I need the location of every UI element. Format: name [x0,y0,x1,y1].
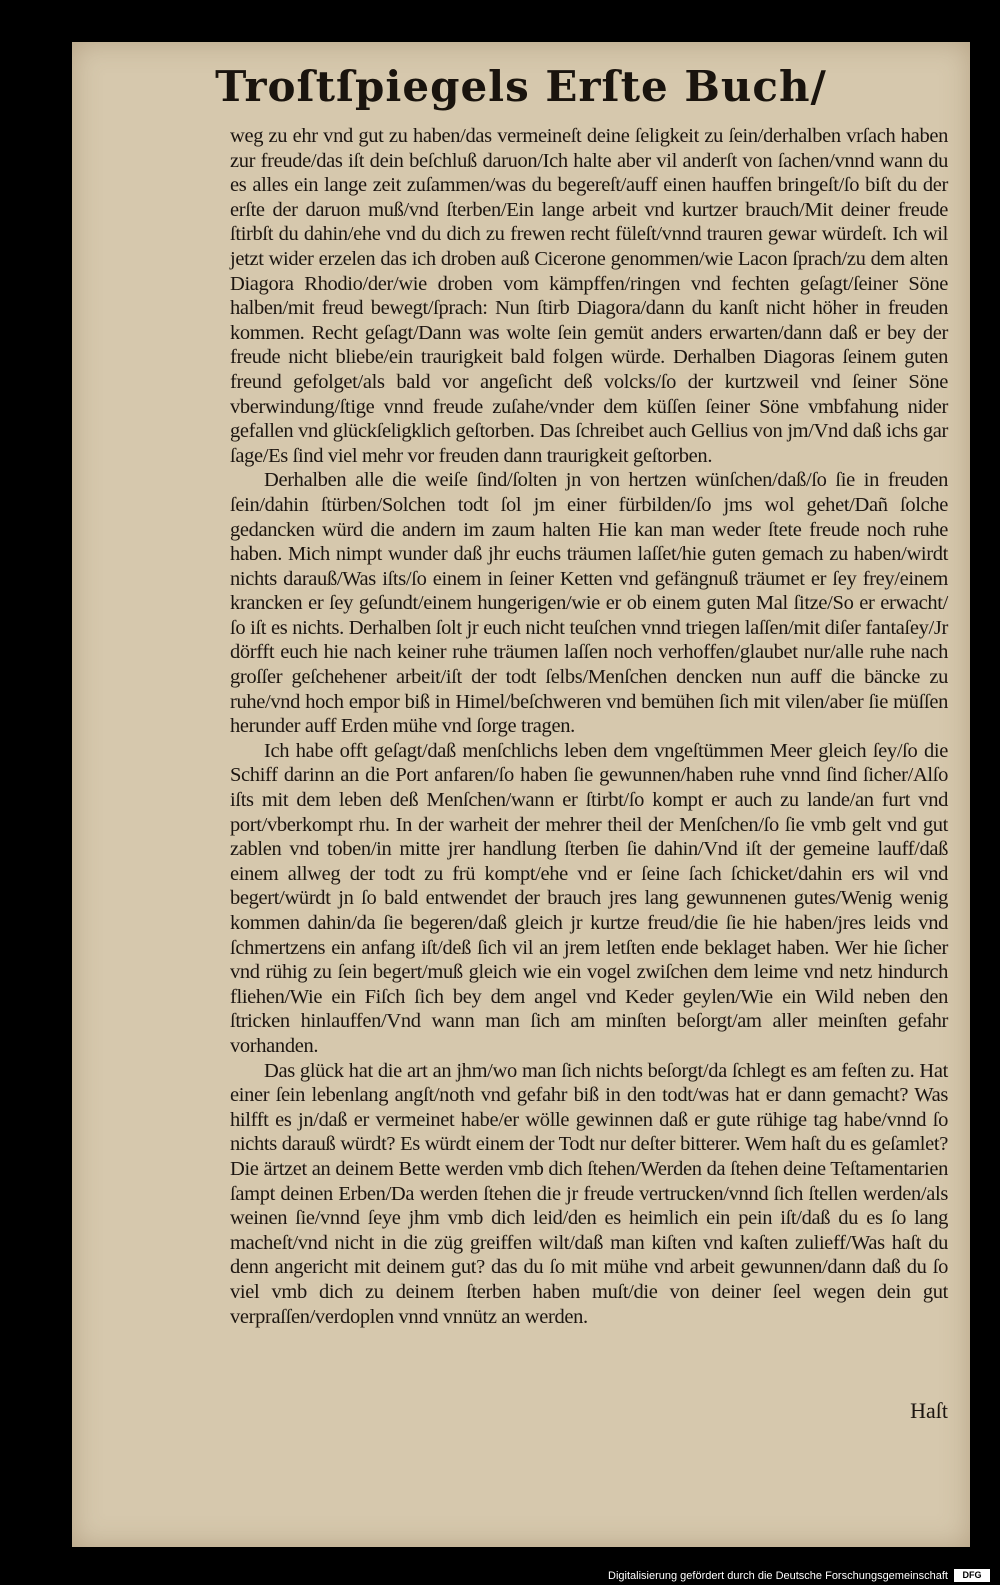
book-page [72,42,970,1547]
dfg-logo: DFG [954,1569,990,1582]
body-text [230,124,948,1329]
catchword: Haſt [910,1398,948,1423]
paragraph: weg zu ehr vnd gut zu haben/das vermeineſt deine ſeligkeit zu ſein/derhalben vrſach haben zur freude/das iſt dein beſchluß daruon/Ich halte aber vil anderſt von ſachen/vnnd wann du es alles ein lange zeit zuſammen/was du begereſt/auff einen hauffen bringeſt/ſo biſt du der erſte der daruon muß/vnd ſterben/Ein lange arbeit vnd kurtzer brauch/Mit deiner freude ſtirbſt du dahin/ehe vnd du dich zu frewen recht füleſt/vnnd trauren gewar würdeſt. Ich wil jetzt wider erzelen das ich droben auß Cicerone genommen/wie Lacon ſprach/zu dem alten Diagora Rhodio/der/wie droben vom kämpffen/ringen vnd fechten geſagt/ſeiner Söne halben/mit freud bewegt/ſprach: Nun ſtirb Diagora/dann du kanſt nicht höher in freuden kommen. Recht geſagt/Dann was wolte ſein gemüt anders erwarten/dann daß er bey der freude nicht bliebe/ein traurigkeit bald folgen würde. Derhalben Diagoras ſeinem guten freund gefolget/als bald vor angeſicht deß volcks/ſo der kurtzweil vnd ſeiner Söne vberwindung/ſtige vnnd freude zuſahe/vnder dem küſſen ſeiner Söne vmbfahung nider gefallen vnd glückſeligklich geſtorben. Das ſchreibet auch Gellius von jm/Vnd daß ichs gar ſage/Es ſind viel mehr vor freuden dann traurigkeit geſtorben. [230,125,948,467]
paragraph: Derhalben alle die weiſe ſind/ſolten jn von hertzen wünſchen/daß/ſo ſie in freuden ſein/dahin ſtürben/Solchen todt ſol jm einer fürbilden/ſo jms wol gehet/Dañ ſolche gedancken würd die andern im zaum halten Hie kan man weder ſtete freude noch ruhe haben. Mich nimpt wunder daß jhr euchs träumen laſſet/hie guten gemach zu haben/wirdt nichts darauß/Was iſts/ſo einem in ſeiner Ketten vnd gefängnuß träumet er ſey frey/einem krancken er ſey geſundt/einem hungerigen/wie er ob einem guten Mal ſitze/So er erwacht/ſo iſt es nichts. Derhalben ſolt jr euch nicht teuſchen vnnd triegen laſſen/mit diſer fantaſey/Jr dörfft euch hie nach keiner ruhe träumen laſſen noch verhoffen/glaubet nur/alle ruhe nach groſſer geſchehener arbeit/iſt der todt ſelbs/Menſchen dencken nun auff die bäncke zu ruhe/vnd hoch empor biß in Himel/beſchweren vnd bemühen ſich mit vilen/aber ſie müſſen herunder auff Erden mühe vnd ſorge tragen. [230,469,948,738]
running-header: Troſtſpiegels Erſte Buch/ [215,62,827,111]
footer-bar [0,1565,1000,1585]
digitization-credit: Digitalisierung gefördert durch die Deutsche Forschungsgemeinschaft [608,1570,948,1582]
paragraph: Das glück hat die art an jhm/wo man ſich nichts beſorgt/da ſchlegt es am feſten zu. Hat einer ſein lebenlang angſt/noth vnd gefahr biß in den todt/was hat er dann gemacht? Was hilfft es jn/daß er vermeinet habe/er wölle gewinnen daß er gute rühige tag habe/vnnd ſo nichts darauß würdt? Es würdt einem der Todt nur deſter bitterer. Wem haſt du es geſamlet? Die ärtzet an deinem Bette werden vmb dich ſtehen/Werden da ſtehen deine Teſtamentarien ſampt deinen Erben/Da werden ſtehen die jr freude vertrucken/vnnd ſich ſtellen werden/als weinen ſie/vnnd ſeye jhm vmb dich leid/den es heimlich ein pein iſt/daß du es ſo lang macheſt/vnd nicht in die züg greiffen wilt/daß man kiſten vnd kaſten zulieff/Was haſt du denn angericht mit deinem gut? das du ſo mit mühe vnd arbeit gewunnen/dann daß du ſo viel vmb dich zu deinem ſterben haben muſt/die von deiner ſeel wegen dein gut verpraſſen/verdoplen vnnd vnnütz an werden. [230,1059,948,1328]
paragraph: Ich habe offt geſagt/daß menſchlichs leben dem vngeſtümmen Meer gleich ſey/ſo die Schiff darinn an die Port anfaren/ſo haben ſie gewunnen/haben ruhe vnnd ſind ſicher/Alſo iſts mit dem leben deß Menſchen/wann er ſtirbt/ſo kompt er auch zu lande/an furt vnd port/vberkompt rhu. In der warheit der mehrer theil der Menſchen/ſo ſie vmb gelt vnd gut zablen vnd toben/in mitte jrer handlung ſterben ſie dahin/Vnd iſt der gemeine lauff/daß einem allweg der todt zu frü kompt/ehe vnd er ſeine ſach ſchicket/dahin ers wil vnd begert/würdt jn ſo bald entwendet der brauch jres lang gewunnenen gutes/Wenig wenig kommen dahin/da ſie begeren/daß gleich jr kurtze freud/die ſie hie haben/jres leids vnd ſchmertzens ein anfang iſt/deß ſich vil an jrem letſten ende beklaget haben. Wer hie ſicher vnd rühig zu ſein begert/muß gleich wie ein vogel zwiſchen dem leime vnd netz hindurch fliehen/Wie ein Fiſch ſich bey dem angel vnd Keder geylen/Wie ein Wild neben den ſtricken hinlauffen/Vnd wann man ſich am minſten beſorgt/am aller meinſten gefahr vorhanden. [230,739,948,1057]
